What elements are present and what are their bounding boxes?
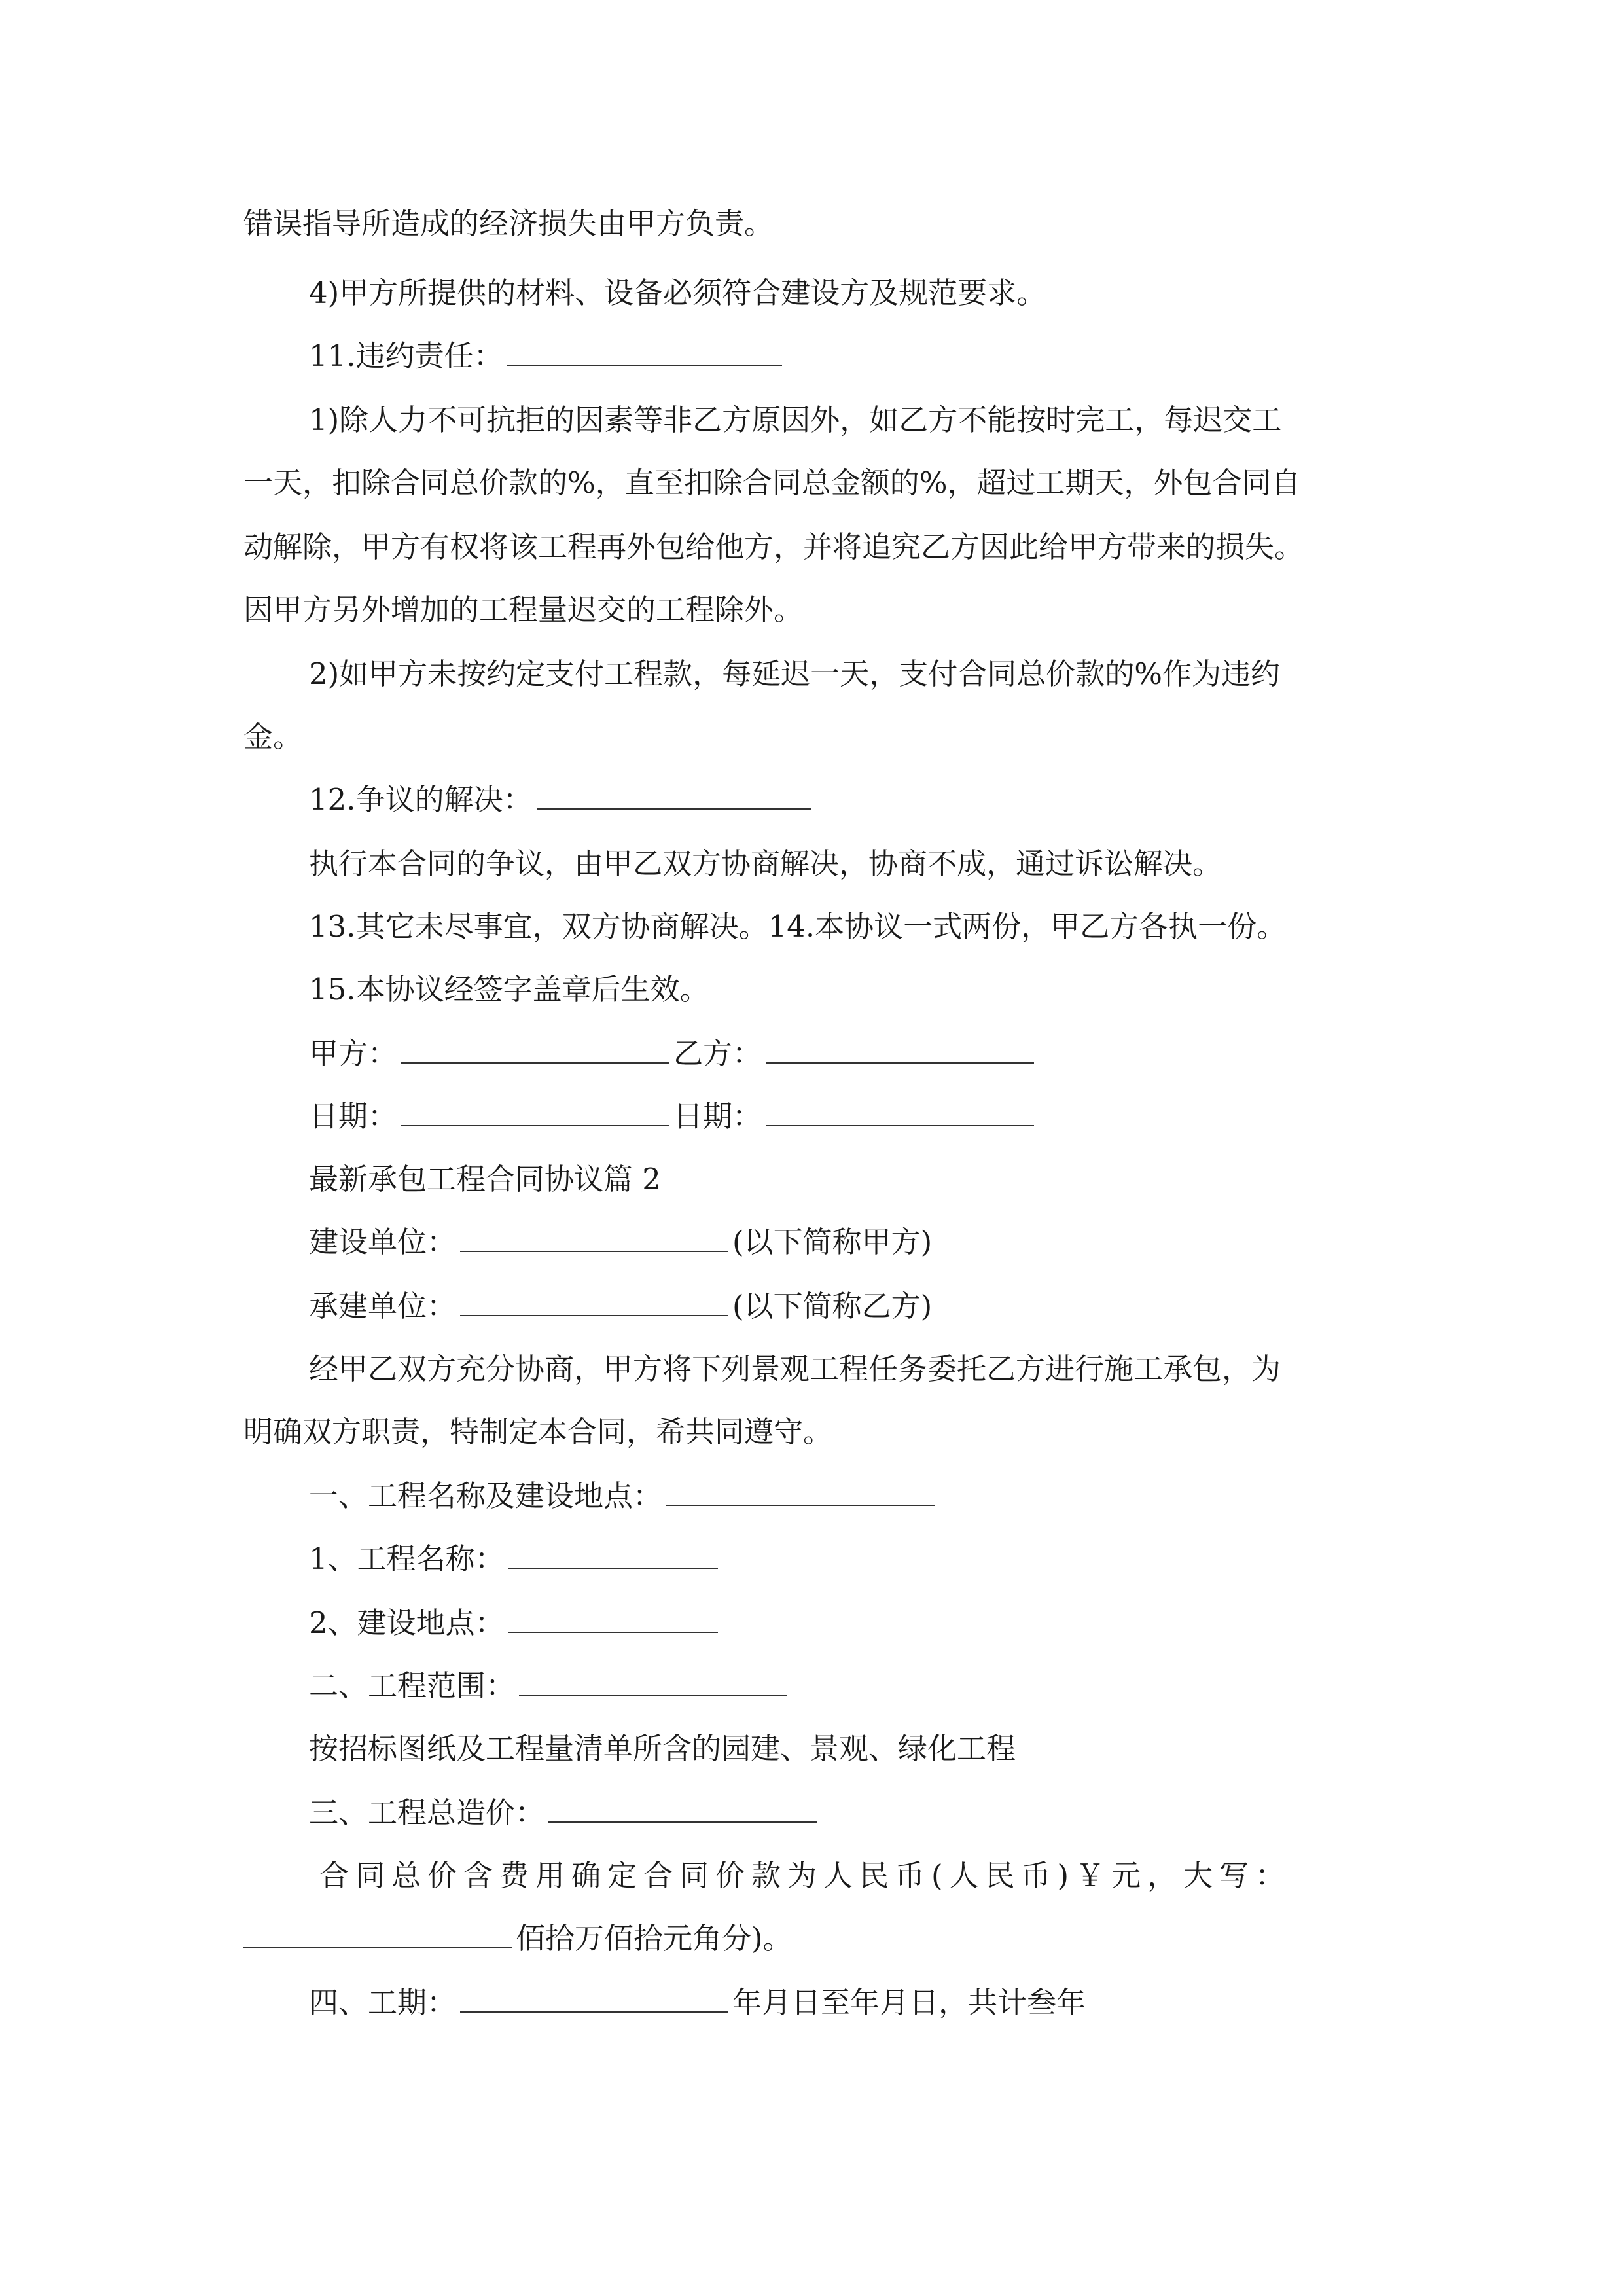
fill-in-blank[interactable]: [507, 365, 782, 366]
text-line: 1)除人力不可抗拒的因素等非乙方原因外，如乙方不能按时完工，每迟交工: [309, 403, 1282, 437]
text-line: 合同总价含费用确定合同价款为人民币(人民币)￥元，大写：: [319, 1858, 1292, 1893]
text-line: 金。: [243, 719, 303, 754]
text-line: 一天，扣除合同总价款的%，直至扣除合同总金额的%，超过工期天，外包合同自: [243, 465, 1301, 500]
text-line: 错误指导所造成的经济损失由甲方负责。: [243, 206, 774, 241]
construction-unit-blank[interactable]: [460, 1251, 728, 1252]
total-cost-heading: 三、工程总造价：: [309, 1793, 821, 1833]
project-location-blank[interactable]: [508, 1632, 718, 1633]
fill-in-blank[interactable]: [537, 808, 812, 810]
project-name-row: 1、工程名称：: [309, 1539, 722, 1579]
date-a-blank[interactable]: [401, 1125, 669, 1126]
construction-unit-row: 建设单位： (以下简称甲方): [309, 1225, 933, 1259]
text-line: 按招标图纸及工程量清单所含的园建、景观、绿化工程: [309, 1731, 1016, 1766]
date-b-blank[interactable]: [766, 1125, 1034, 1126]
text-line: 4)甲方所提供的材料、设备必须符合建设方及规范要求。: [309, 276, 1046, 310]
text-line: 明确双方职责，特制定本合同，希共同遵守。: [243, 1414, 833, 1449]
party-b-blank[interactable]: [766, 1062, 1034, 1064]
amount-words-blank[interactable]: [243, 1947, 512, 1948]
fill-in-blank[interactable]: [519, 1695, 787, 1696]
text-line: 2)如甲方未按约定支付工程款，每延迟一天，支付合同总价款的%作为违约: [309, 656, 1280, 691]
project-name-location-heading: 一、工程名称及建设地点：: [309, 1477, 938, 1516]
contractor-unit-blank[interactable]: [460, 1315, 728, 1316]
section-title: 最新承包工程合同协议篇 2: [309, 1162, 661, 1196]
text-line: 动解除，甲方有权将该工程再外包给他方，并将追究乙方因此给甲方带来的损失。: [243, 529, 1304, 564]
contractor-unit-row: 承建单位： (以下简称乙方): [309, 1289, 933, 1323]
signature-row-parties: 甲方： 乙方：: [309, 1034, 1038, 1073]
clause-12-heading: 12.争议的解决：: [309, 780, 815, 819]
project-name-blank[interactable]: [508, 1568, 718, 1569]
duration-blank[interactable]: [460, 2011, 728, 2013]
fill-in-blank[interactable]: [666, 1505, 935, 1506]
clause-11-heading: 11.违约责任：: [309, 336, 786, 376]
text-line: 15.本协议经签字盖章后生效。: [309, 972, 709, 1007]
project-location-row: 2、建设地点：: [309, 1604, 722, 1643]
project-scope-heading: 二、工程范围：: [309, 1666, 791, 1706]
fill-in-blank[interactable]: [548, 1821, 817, 1823]
party-a-blank[interactable]: [401, 1062, 669, 1064]
text-line: 经甲乙双方充分协商，甲方将下列景观工程任务委托乙方进行施工承包，为: [309, 1352, 1281, 1386]
text-line: 13.其它未尽事宜，双方协商解决。14.本协议一式两份，甲乙方各执一份。: [309, 909, 1287, 944]
duration-row: 四、工期： 年月日至年月日，共计叁年: [309, 1985, 1086, 2020]
signature-row-dates: 日期： 日期：: [309, 1097, 1038, 1136]
text-line: 因甲方另外增加的工程量迟交的工程除外。: [243, 592, 804, 627]
amount-words-row: 佰拾万佰拾元角分)。: [243, 1919, 793, 1958]
text-line: 执行本合同的争议，由甲乙双方协商解决，协商不成，通过诉讼解决。: [309, 846, 1222, 881]
